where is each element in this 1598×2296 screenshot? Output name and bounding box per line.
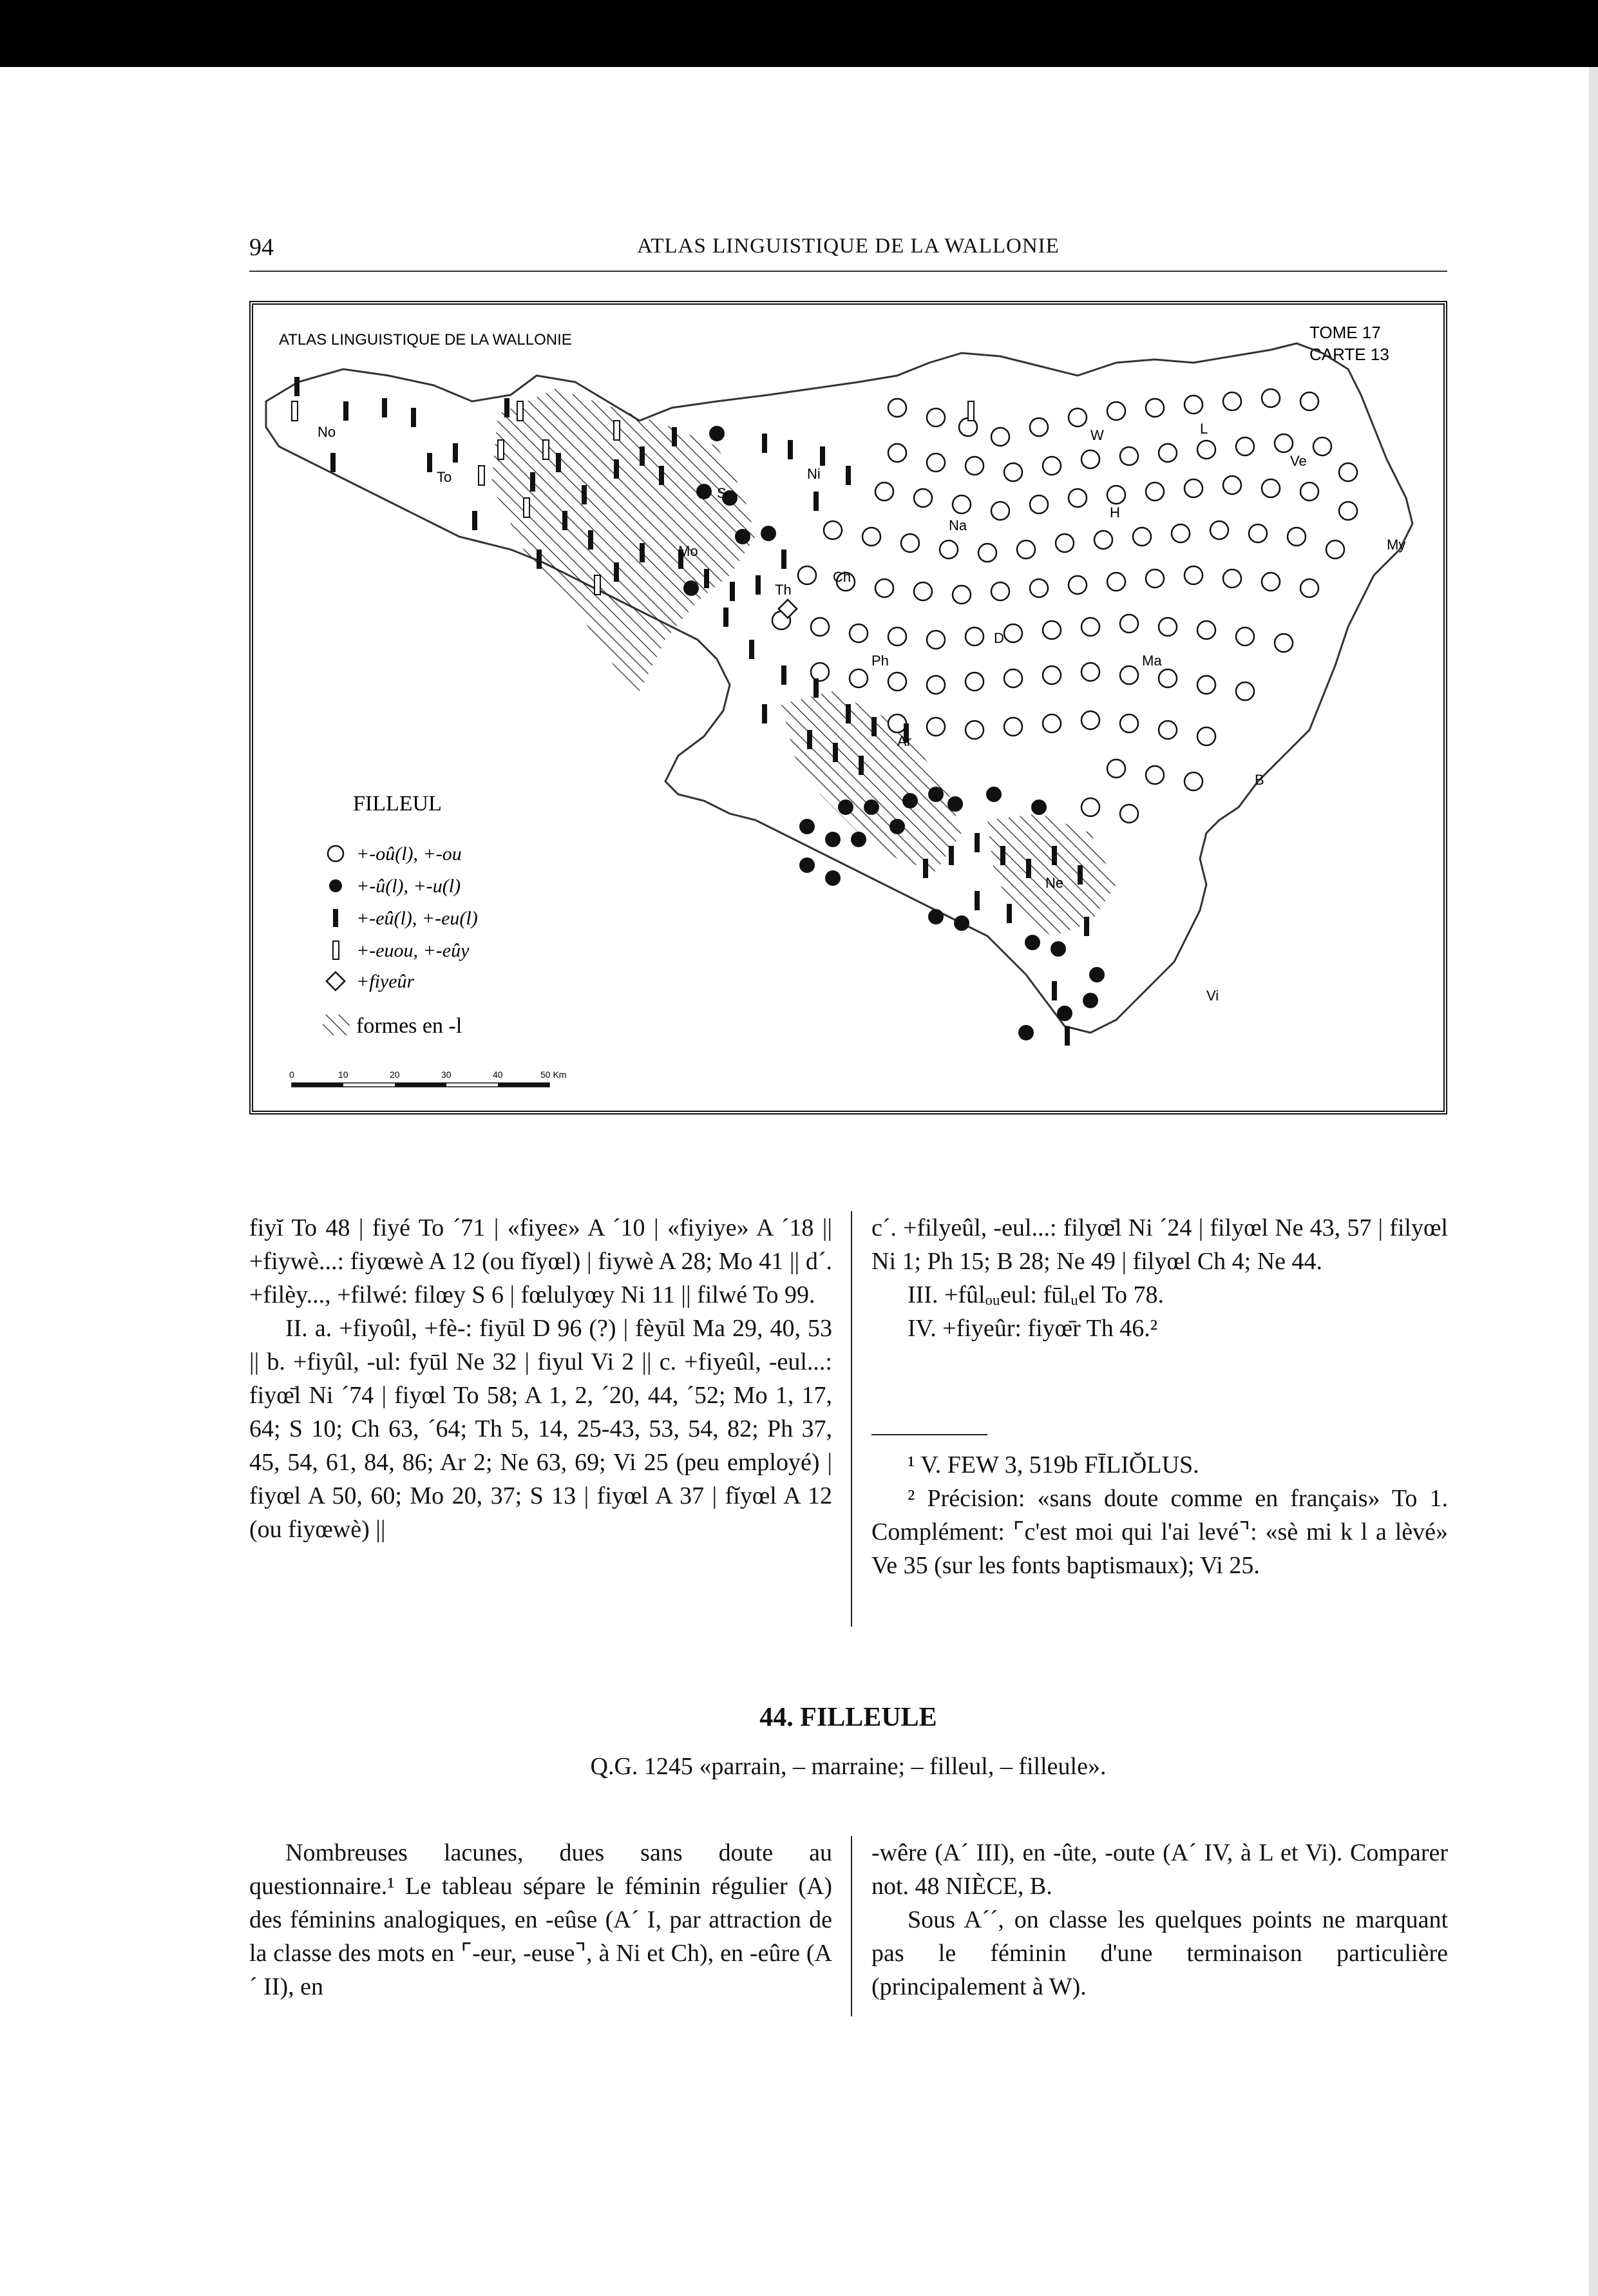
legend-label-hatch: formes en -l (356, 1014, 462, 1038)
region-label-no: No (318, 424, 336, 440)
region-label-ne: Ne (1045, 875, 1064, 891)
region-label-mo: Mo (678, 543, 698, 559)
scale-bar (289, 1069, 566, 1087)
legend-label-eu: +-eû(l), +-eu(l) (356, 908, 478, 929)
region-label-my: My (1387, 537, 1406, 553)
page-number: 94 (249, 234, 274, 261)
entry-text-left-column (249, 1211, 832, 1546)
legend-label-ou: +-oû(l), +-ou (356, 843, 462, 865)
entry-paragraph: III. +fûlₒᵤeul: fūlᵤel To 78. (908, 1281, 1164, 1308)
region-label-b: B (1255, 772, 1264, 788)
region-label-ph: Ph (871, 653, 889, 669)
header-rule (249, 271, 1447, 272)
scale-tick-40: 40 (493, 1069, 503, 1080)
section-paragraph: -wêre (A´ III), en -ûte, -oute (A´ IV, à L et Vi). Comparer not. 48 NIÈCE, B. (871, 1839, 1448, 1900)
running-title: ATLAS LINGUISTIQUE DE LA WALLONIE (637, 234, 1060, 258)
region-label-na: Na (949, 517, 967, 533)
entry-paragraph: IV. +fiyeûr: fiyœ̄r Th 46.² (908, 1315, 1158, 1342)
region-label-ma: Ma (1142, 653, 1162, 669)
section-paragraph: Nombreuses lacunes, dues sans doute au questionnaire.¹ Le tableau sépare le féminin régulier (A) des féminins analogiques, en -eûse (A´ I, par attraction de la classe des mots en ⌜-eur, -euse⌝, à Ni et Ch), en -eûre (A´ II), en (249, 1839, 832, 2000)
region-label-w: W (1090, 427, 1104, 443)
legend-open-bar-icon (333, 941, 339, 959)
scale-tick-20: 20 (390, 1069, 400, 1080)
entry-text-right-column (871, 1211, 1448, 1345)
footnotes (871, 1448, 1448, 1582)
region-label-to: To (437, 469, 452, 485)
scale-tick-10: 10 (338, 1069, 348, 1080)
region-label-ch: Ch (833, 569, 851, 585)
legend-label-euou: +-euou, +-eûy (356, 940, 470, 961)
section-paragraph: Sous A´´, on classe les quelques points ne marquant pas le féminin d'une terminaison particulière (principalement à W). (871, 1906, 1448, 2000)
scale-tick-30: 30 (441, 1069, 452, 1080)
legend-label-u: +-û(l), +-u(l) (356, 875, 461, 897)
section-subtitle: Q.G. 1245 «parrain, – marraine; – filleul, – filleule». (590, 1753, 1107, 1780)
entry-paragraph: c´. +filyeûl, -eul...: filyœ̄l Ni ´24 | filyœl Ne 43, 57 | filyœl Ni 1; Ph 15; B 28; Ne 49 | filyœl Ch 4; Ne 44. (871, 1214, 1448, 1275)
legend-filled-bar-icon (333, 909, 338, 927)
entry-paragraph: II. a. +fiyoûl, +fè-: fiyūl D 96 (?) | fèyūl Ma 29, 40, 53 || b. +fiyûl, -ul: fyūl Ne 32 | fiyul Vi 2 || c. +fiyeûl, -eul...: fiyœ̄l Ni ´74 | fiyœl To 58; A 1, 2, ´20, 44, ´52; Mo 1, 17, 64; S 10; Ch 63, ´64; Th 5, 14, 25-43, 53, 54, 82; Ph 37, 45, 54, 61, 84, 86; Ar 2; Ne 63, 69; Vi 25 (peu employé) | fiyœl A 50, 60; Mo 20, 37; S 13 | fiyœl A 37 | fĭyœl A 12 (ou fiyœwè) || (249, 1315, 832, 1543)
column-divider (851, 1836, 852, 2016)
region-label-ni: Ni (807, 466, 821, 482)
region-label-ve: Ve (1290, 453, 1307, 469)
region-label-d: D (994, 630, 1004, 646)
dialect-map (249, 301, 1447, 1115)
map-canvas (253, 305, 1443, 1111)
map-carte-label: CARTE 13 (1309, 345, 1389, 364)
section-title: 44. FILLEULE (759, 1703, 937, 1732)
map-legend (323, 792, 478, 1038)
region-label-h: H (1110, 504, 1120, 521)
footnote-2: ² Précision: «sans doute comme en français» To 1. Complément: ⌜c'est moi qui l'ai levé⌝: «sè mi k l a lèvé» Ve 35 (sur les fonts baptismaux); Vi 25. (871, 1485, 1448, 1579)
legend-hatch-icon (323, 1015, 350, 1035)
section-text-right-column (871, 1836, 1448, 2004)
legend-title: FILLEUL (353, 792, 442, 816)
section-text-left-column (249, 1836, 832, 2004)
scan-right-edge (1589, 67, 1598, 2296)
scale-tick-0: 0 (289, 1069, 294, 1080)
legend-filled-circle-icon (329, 879, 342, 892)
legend-open-circle-icon (328, 846, 343, 861)
scale-tick-50: 50 Km (540, 1069, 567, 1080)
column-divider (851, 1211, 852, 1627)
legend-diamond-icon (327, 972, 345, 990)
region-label-s: S (717, 485, 727, 501)
region-label-th: Th (775, 582, 792, 598)
legend-label-fiyeur: +fiyeûr (356, 971, 415, 992)
running-head (249, 233, 1447, 272)
entry-paragraph: fiyĭ To 48 | fiyé To ´71 | «fiyeɛ» A ´10 | «fiyiye» A ´18 || +fiywè...: fiyœwè A 12 (ou fĭyœl) | fiywè A 28; Mo 41 || d´. +filèy..., +filwé: filœy S 6 | fœlulyœy Ni 11 || filwé To 99. (249, 1214, 832, 1308)
region-label-l: L (1200, 421, 1208, 437)
region-label-ar: Ar (897, 733, 911, 749)
map-header-left: ATLAS LINGUISTIQUE DE LA WALLONIE (279, 331, 572, 349)
scan-top-border (0, 0, 1598, 67)
map-tome-label: TOME 17 (1309, 323, 1381, 342)
region-label-vi: Vi (1206, 988, 1219, 1004)
footnote-rule (871, 1434, 987, 1435)
footnote-1: ¹ V. FEW 3, 519b FĪLIŎLUS. (908, 1451, 1199, 1478)
